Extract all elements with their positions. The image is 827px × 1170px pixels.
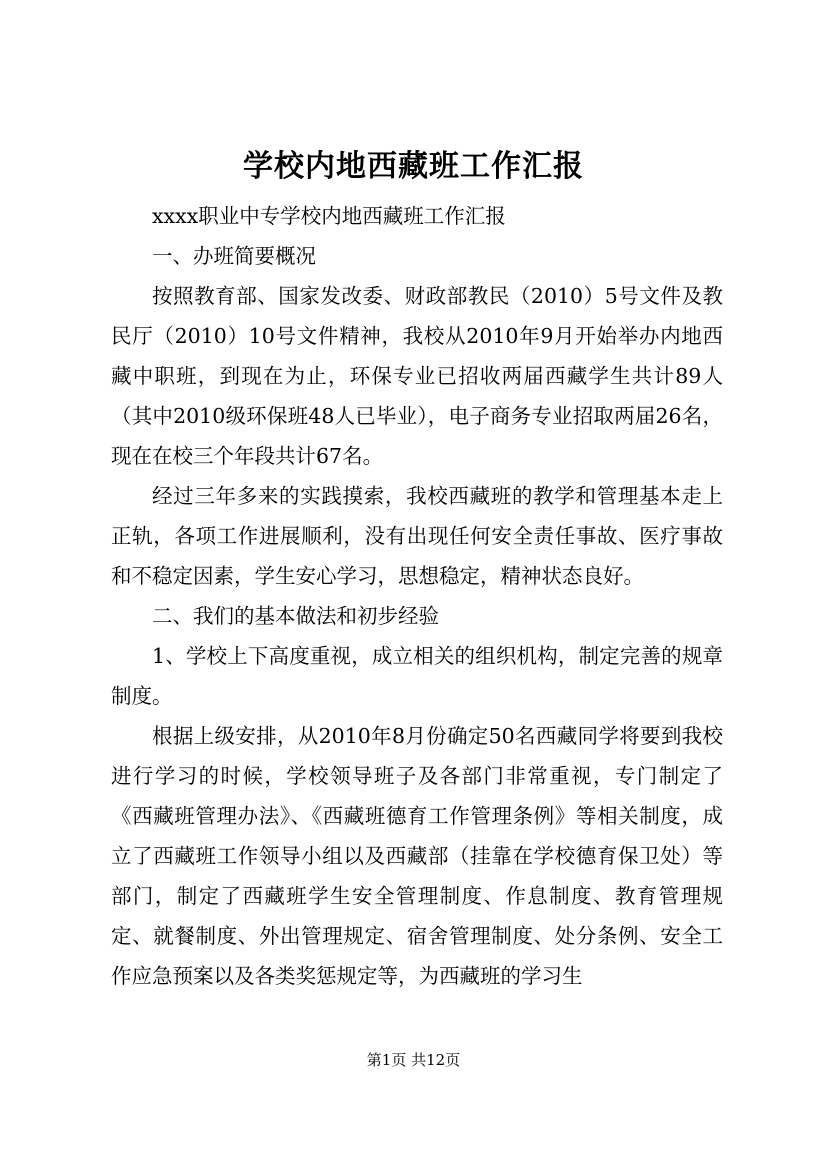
- document-title: 学校内地西藏班工作汇报: [243, 149, 584, 184]
- paragraph-subtitle: xxxx职业中专学校内地西藏班工作汇报: [152, 204, 506, 228]
- paragraph: 经过三年多来的实践摸索，我校西藏班的教学和管理基本走上正轨，各项工作进展顺利，没有出现任何安全责任事故、医疗事故和不稳定因素，学生安心学习，思想稳定，精神状态良好。: [111, 484, 723, 588]
- section-heading-1: 一、办班简要概况: [152, 244, 316, 268]
- paragraph: 根据上级安排，从2010年8月份确定50名西藏同学将要到我校进行学习的时候，学校领导班子及各部门非常重视，专门制定了《西藏班管理办法》、《西藏班德育工作管理条例》等相关制度，成立了西藏班工作领导小组以及西藏部（挂靠在学校德育保卫处）等部门，制定了西藏班学生安全管理制度、作息制度、教育管理规定、就餐制度、外出管理规定、宿舍管理制度、处分条例、安全工作应急预案以及各类奖惩规定等，为西藏班的学习生: [111, 724, 723, 988]
- subsection-heading: 1、学校上下高度重视，成立相关的组织机构，制定完善的规章制度。: [111, 644, 723, 708]
- document-body: [111, 196, 723, 996]
- page-footer: 第1页 共12页: [366, 1051, 461, 1069]
- section-heading-2: 二、我们的基本做法和初步经验: [152, 604, 439, 628]
- paragraph: 按照教育部、国家发改委、财政部教民（2010）5号文件及教民厅（2010）10号文件精神，我校从2010年9月开始举办内地西藏中职班，到现在为止，环保专业已招收两届西藏学生共计89人（其中2010级环保班48人已毕业），电子商务专业招取两届26名，现在在校三个年段共计67名。: [111, 284, 723, 468]
